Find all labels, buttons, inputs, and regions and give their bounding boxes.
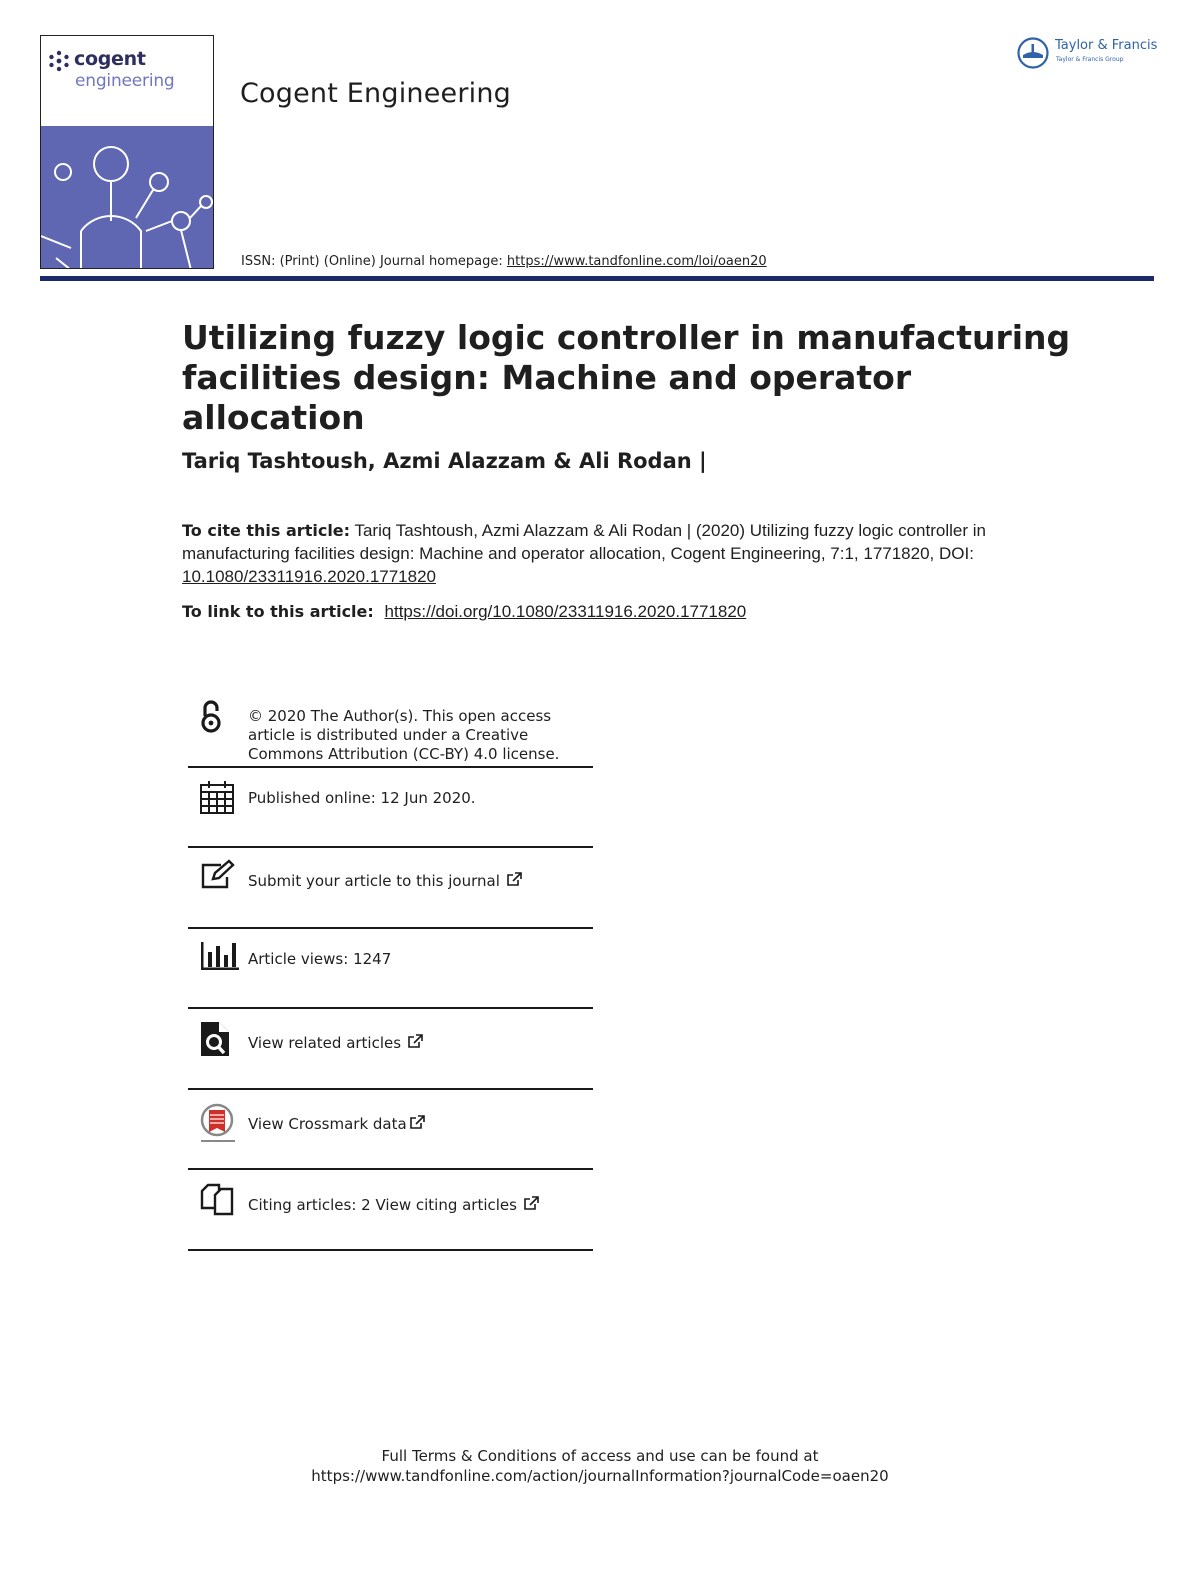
footer-terms-line: Full Terms & Conditions of access and use can be found at [381, 1447, 819, 1465]
cover-molecule-art [41, 126, 214, 269]
journal-cover [40, 35, 214, 269]
publisher-name: Taylor & Francis [1055, 38, 1158, 53]
article-title: Utilizing fuzzy logic controller in manufacturing facilities design: Machine and operator allocation [182, 318, 1071, 437]
citing-articles-icon [199, 1182, 237, 1218]
license-line-3: Commons Attribution (CC-BY) 4.0 license. [248, 745, 560, 763]
article-views: Article views: 1247 [248, 950, 392, 968]
issn-text: ISSN: (Print) (Online) Journal homepage: [241, 254, 507, 269]
article-doi-link[interactable]: https://doi.org/10.1080/23311916.2020.1771820 [384, 602, 747, 621]
footer-terms-url[interactable]: https://www.tandfonline.com/action/journalInformation?journalCode=oaen20 [311, 1467, 889, 1485]
cover-logo-word1: cogent [74, 48, 146, 70]
divider [188, 1249, 593, 1251]
taylor-francis-logo-icon [1015, 36, 1051, 70]
divider [188, 1088, 593, 1090]
submit-article-link[interactable] [248, 872, 522, 890]
published-date: Published online: 12 Jun 2020. [248, 789, 476, 807]
crossmark-label: View Crossmark data [248, 1115, 407, 1133]
link-label: To link to this article: [182, 602, 374, 621]
article-authors: Tariq Tashtoush, Azmi Alazzam & Ali Rodan | [182, 449, 707, 473]
cover-logo-word2: engineering [75, 71, 175, 91]
external-link-icon [407, 1034, 423, 1049]
bar-chart-icon [199, 940, 239, 972]
related-articles-link[interactable] [248, 1034, 423, 1052]
divider [188, 766, 593, 768]
external-link-icon [506, 872, 522, 887]
journal-homepage-link[interactable]: https://www.tandfonline.com/loi/oaen20 [506, 254, 767, 269]
license-line-2: article is distributed under a Creative [248, 726, 529, 744]
submit-article-label: Submit your article to this journal [248, 872, 500, 890]
article-link-line [182, 602, 746, 622]
cite-label: To cite this article: [182, 521, 351, 540]
cite-doi-link[interactable]: 10.1080/23311916.2020.1771820 [182, 567, 436, 586]
divider [188, 927, 593, 929]
issn-line [241, 254, 767, 269]
citation-block [182, 519, 1022, 588]
publisher-tagline: Taylor & Francis Group [1056, 56, 1124, 63]
license-line-1: © 2020 The Author(s). This open access [248, 707, 552, 725]
related-search-icon [199, 1020, 231, 1058]
crossmark-link[interactable] [248, 1115, 425, 1133]
external-link-icon [409, 1115, 425, 1130]
cogent-asterisk-icon [47, 50, 71, 72]
edit-icon [199, 859, 237, 891]
related-articles-label: View related articles [248, 1034, 402, 1052]
journal-title: Cogent Engineering [240, 78, 512, 109]
citing-articles-link[interactable] [248, 1196, 539, 1214]
calendar-icon [199, 779, 235, 815]
header-rule [40, 276, 1154, 281]
divider [188, 1007, 593, 1009]
divider [188, 1168, 593, 1170]
external-link-icon [523, 1196, 539, 1211]
open-access-icon [199, 699, 225, 735]
crossmark-icon [199, 1102, 237, 1146]
cite-text: Tariq Tashtoush, Azmi Alazzam & Ali Rodan | (2020) Utilizing fuzzy logic controller in manufacturing facilities design: Machine and operator allocation, Cogent Engineering, 7:1, 1771820, DOI: [182, 521, 986, 563]
divider [188, 846, 593, 848]
citing-articles-label: Citing articles: 2 View citing articles [248, 1196, 517, 1214]
